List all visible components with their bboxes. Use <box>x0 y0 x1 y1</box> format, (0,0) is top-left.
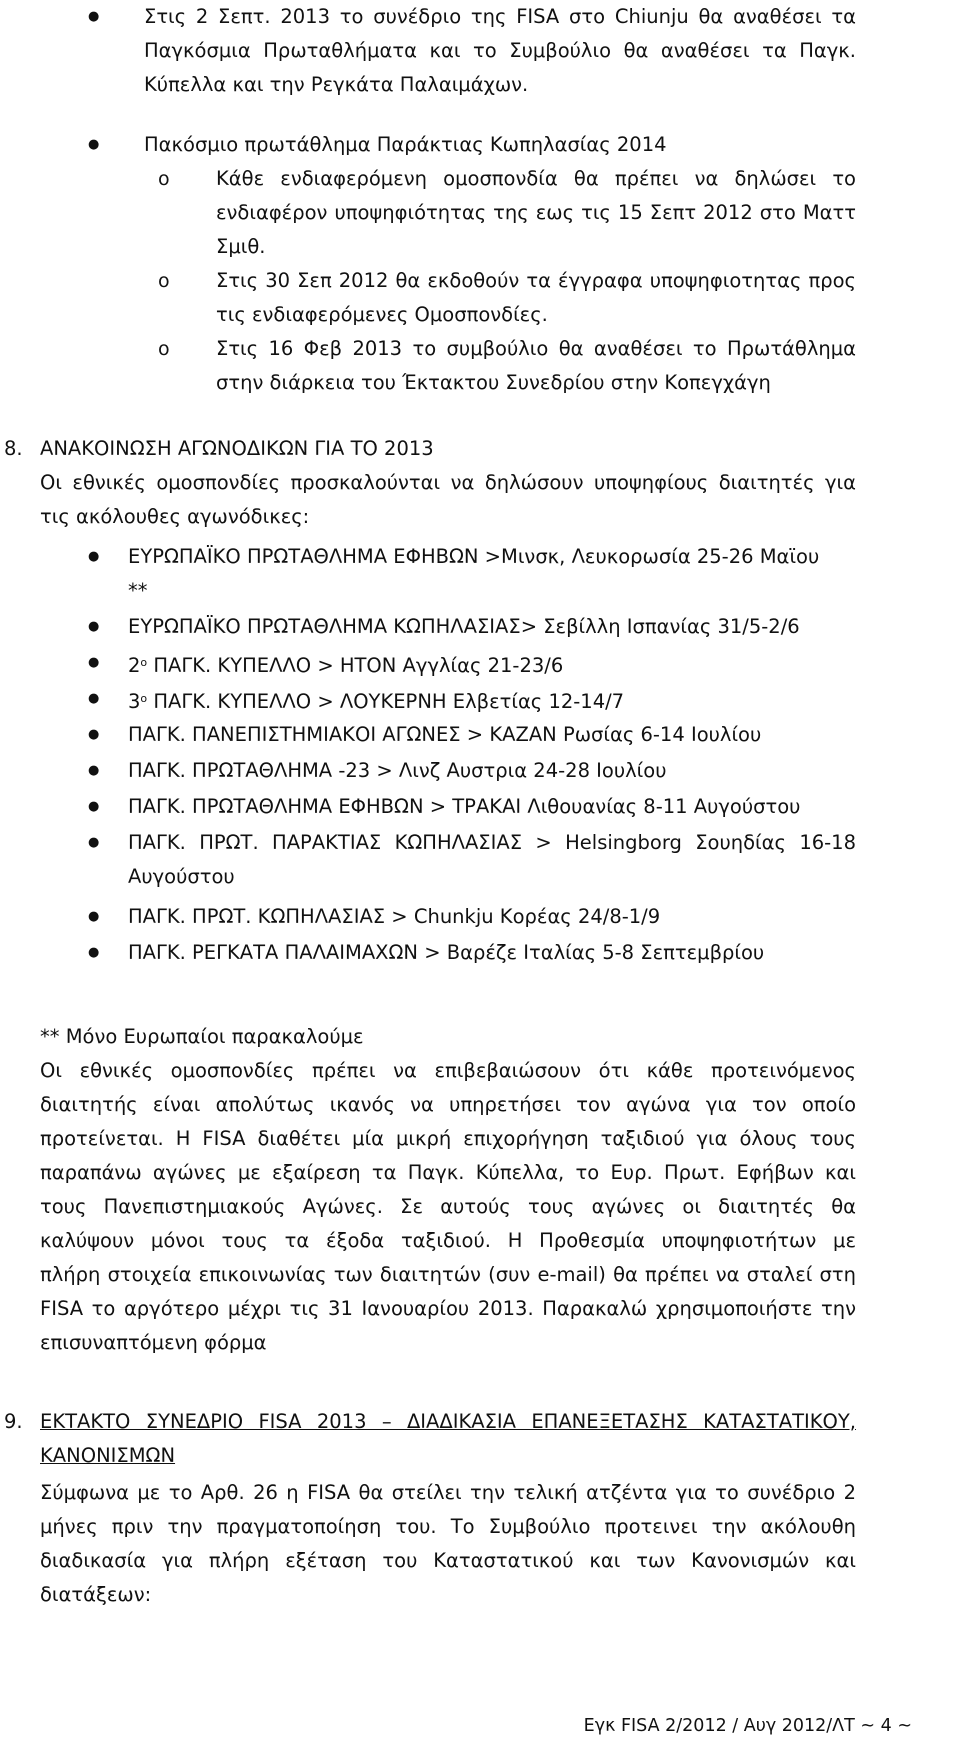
sub-bullet-o-icon: o <box>158 338 170 360</box>
note-heading: ** Μόνο Ευρωπαίοι παρακαλούμε <box>40 1025 364 1048</box>
bullet-dot-icon: ● <box>88 691 100 706</box>
note-line-4: παραπάνω αγώνες με εξαίρεση τα Παγκ. Κύπελλα, το Ευρ. Πρωτ. Εφήβων και <box>40 1161 856 1184</box>
section-8-number: 8. <box>4 437 23 460</box>
event-4 <box>128 682 624 719</box>
event-2: ΕΥΡΩΠΑΪΚΟ ΠΡΩΤΑΘΛΗΜΑ ΚΩΠΗΛΑΣΙΑΣ> Σεβίλλη Ισπανίας 31/5-2/6 <box>128 615 800 638</box>
note-line-2: διαιτητής είναι απολύτως ικανός να υπηρετήσει τον αγώνα για τον οποίο <box>40 1093 856 1116</box>
page-footer: Εγκ FISA 2/2012 / Αυγ 2012/ΛΤ ~ 4 ~ <box>583 1716 912 1736</box>
section-8-heading: ΑΝΑΚΟΙΝΩΣΗ ΑΓΩΝΟΔΙΚΩΝ ΓΙΑ ΤΟ 2013 <box>40 437 434 460</box>
event-3-ordinal: 2 <box>128 654 141 677</box>
bullet-dot-icon: ● <box>88 549 100 564</box>
coastal-sub3-line-1: Στις 16 Φεβ 2013 το συμβούλιο θα αναθέσει το Πρωτάθλημα <box>216 337 856 360</box>
event-4-ordinal-suffix: ο <box>140 692 148 705</box>
bullet-dot-icon: ● <box>88 763 100 778</box>
event-8-line-1: ΠΑΓΚ. ΠΡΩΤ. ΠΑΡΑΚΤΙΑΣ ΚΩΠΗΛΑΣΙΑΣ > Helsingborg Σουηδίας 16-18 <box>128 831 856 854</box>
intro-line-3: Κύπελλα και την Ρεγκάτα Παλαιμάχων. <box>144 73 529 96</box>
bullet-dot-icon: ● <box>88 9 100 24</box>
note-line-8: FISA το αργότερο μέχρι τις 31 Ιανουαρίου 2013. Παρακαλώ χρησιμοποιήστε την <box>40 1297 856 1320</box>
note-line-1: Οι εθνικές ομοσπονδίες πρέπει να επιβεβαιώσουν ότι κάθε προτεινόμενος <box>40 1059 856 1082</box>
event-7: ΠΑΓΚ. ΠΡΩΤΑΘΛΗΜΑ ΕΦΗΒΩΝ > ΤΡΑΚΑΙ Λιθουανίας 8-11 Αυγούστου <box>128 795 801 818</box>
section-9-number: 9. <box>4 1410 23 1433</box>
event-5: ΠΑΓΚ. ΠΑΝΕΠΙΣΤΗΜΙΑΚΟΙ ΑΓΩΝΕΣ > ΚΑΖΑΝ Ρωσίας 6-14 Ιουλίου <box>128 723 762 746</box>
event-6: ΠΑΓΚ. ΠΡΩΤΑΘΛΗΜΑ -23 > Λινζ Αυστρια 24-28 Ιουλίου <box>128 759 667 782</box>
coastal-sub2-line-2: τις ενδιαφερόμενες Ομοσπονδίες. <box>216 303 548 326</box>
note-line-7: πλήρη στοιχεία επικοινωνίας των διαιτητών (συν e-mail) θα πρέπει να σταλεί στη <box>40 1263 856 1286</box>
section-9-body-line-3: διαδικασία για πλήρη εξέταση του Καταστατικού και των Κανονισμών και <box>40 1549 856 1572</box>
intro-line-2: Παγκόσμια Πρωταθλήματα και το Συμβούλιο θα αναθέσει τα Παγκ. <box>144 39 856 62</box>
section-9-body-line-4: διατάξεων: <box>40 1583 152 1606</box>
event-3-text: ΠΑΓΚ. ΚΥΠΕΛΛΟ > ΗΤΟΝ Αγγλίας 21-23/6 <box>147 654 564 677</box>
sub-bullet-o-icon: o <box>158 270 170 292</box>
bullet-dot-icon: ● <box>88 655 100 670</box>
bullet-dot-icon: ● <box>88 137 100 152</box>
bullet-dot-icon: ● <box>88 799 100 814</box>
event-1-line-2: ** <box>128 579 148 602</box>
coastal-sub1-line-1: Κάθε ενδιαφερόμενη ομοσπονδία θα πρέπει να δηλώσει το <box>216 167 856 190</box>
note-line-3: προτείνεται. Η FISA διαθέτει μία μικρή επιχορήγηση ταξιδιού για όλους τους <box>40 1127 856 1150</box>
coastal-title: Πακόσμιο πρωτάθλημα Παράκτιας Κωπηλασίας 2014 <box>144 133 667 156</box>
section-9-heading-line-1: ΕΚΤΑΚΤΟ ΣΥΝΕΔΡΙΟ FISA 2013 – ΔΙΑΔΙΚΑΣΙΑ ΕΠΑΝΕΞΕΤΑΣΗΣ ΚΑΤΑΣΤΑΤΙΚΟΥ, <box>40 1410 856 1433</box>
note-line-6: καλύψουν μόνοι τους τα έξοδα ταξιδιού. Η Προθεσμία υποψηφιοτήτων με <box>40 1229 856 1252</box>
section-8-intro-line-2: τις ακόλουθες αγωνόδικες: <box>40 505 310 528</box>
coastal-sub1-line-3: Σμιθ. <box>216 235 266 258</box>
event-10: ΠΑΓΚ. ΡΕΓΚΑΤΑ ΠΑΛΑΙΜΑΧΩΝ > Βαρέζε Ιταλίας 5-8 Σεπτεμβρίου <box>128 941 765 964</box>
event-8-line-2: Αυγούστου <box>128 865 235 888</box>
intro-line-1: Στις 2 Σεπτ. 2013 το συνέδριο της FISA στο Chiunju θα αναθέσει τα <box>144 5 856 28</box>
bullet-dot-icon: ● <box>88 909 100 924</box>
bullet-dot-icon: ● <box>88 945 100 960</box>
event-3 <box>128 646 563 683</box>
coastal-sub1-line-2: ενδιαφέρον υποψηφιότητας της εως τις 15 Σεπτ 2012 στο Ματτ <box>216 201 856 224</box>
section-9-body-line-2: μήνες πριν την πραγματοποίηση του. Το Συμβούλιο προτεινει την ακόλουθη <box>40 1515 856 1538</box>
event-4-text: ΠΑΓΚ. ΚΥΠΕΛΛΟ > ΛΟΥΚΕΡΝΗ Ελβετίας 12-14/7 <box>147 690 625 713</box>
event-1-line-1: ΕΥΡΩΠΑΪΚΟ ΠΡΩΤΑΘΛΗΜΑ ΕΦΗΒΩΝ >Μινσκ, Λευκορωσία 25-26 Μαϊου <box>128 545 820 568</box>
coastal-sub3-line-2: στην διάρκεια του Έκτακτου Συνεδρίου στην Κοπεγχάγη <box>216 371 771 394</box>
note-line-5: τους Πανεπιστημιακούς Αγώνες. Σε αυτούς τους αγώνες οι διαιτητές θα <box>40 1195 856 1218</box>
section-8-intro-line-1: Οι εθνικές ομοσπονδίες προσκαλούνται να δηλώσουν υποψηφίους διαιτητές για <box>40 471 856 494</box>
event-9: ΠΑΓΚ. ΠΡΩΤ. ΚΩΠΗΛΑΣΙΑΣ > Chunkju Κορέας 24/8-1/9 <box>128 905 661 928</box>
section-9-heading-line-2: ΚΑΝΟΝΙΣΜΩΝ <box>40 1444 176 1467</box>
note-line-9: επισυναπτόμενη φόρμα <box>40 1331 267 1354</box>
bullet-dot-icon: ● <box>88 619 100 634</box>
bullet-dot-icon: ● <box>88 835 100 850</box>
event-3-ordinal-suffix: ο <box>140 656 148 669</box>
event-4-ordinal: 3 <box>128 690 141 713</box>
bullet-dot-icon: ● <box>88 727 100 742</box>
section-9-body-line-1: Σύμφωνα με το Αρθ. 26 η FISA θα στείλει την τελική ατζέντα για το συνέδριο 2 <box>40 1481 856 1504</box>
coastal-sub2-line-1: Στις 30 Σεπ 2012 θα εκδοθούν τα έγγραφα υποψηφιοτητας προς <box>216 269 856 292</box>
sub-bullet-o-icon: o <box>158 168 170 190</box>
